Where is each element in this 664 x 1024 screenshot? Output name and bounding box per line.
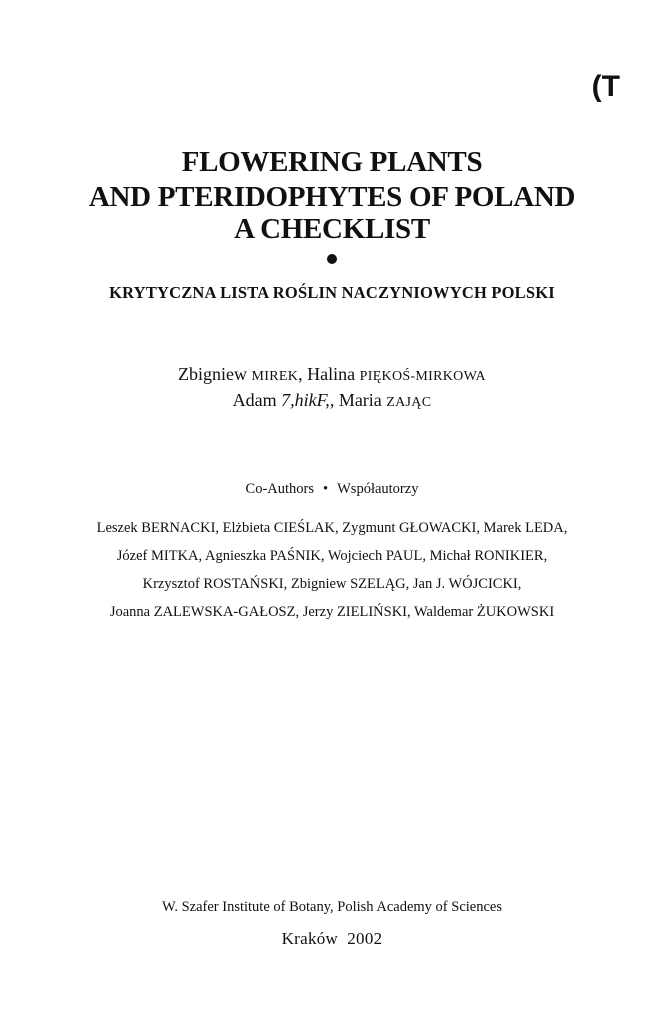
title-line-3: A CHECKLIST: [234, 213, 430, 245]
title-line-2: AND PTERIDOPHYTES OF POLAND: [88, 181, 576, 213]
author-separator: ,: [329, 390, 335, 410]
author-first-name: Halina: [307, 364, 356, 384]
author-separator: ,: [298, 364, 303, 384]
coauthors-line: Leszek BERNACKI, Elżbieta CIEŚLAK, Zygmunt GŁOWACKI, Marek LEDA,: [96, 520, 568, 536]
author-last-name: 7,hikF,: [281, 390, 330, 410]
polish-subtitle: KRYTYCZNA LISTA ROŚLIN NACZYNIOWYCH POLSKI: [109, 283, 555, 302]
coauthors-line: Joanna ZALEWSKA-GAŁOSZ, Jerzy ZIELIŃSKI, Waldemar ŻUKOWSKI: [109, 604, 555, 620]
title-separator: [0, 251, 664, 267]
author-last-name: ZAJĄC: [386, 395, 432, 410]
corner-mark: (T: [591, 70, 620, 103]
publisher-institute: W. Szafer Institute of Botany, Polish Academy of Sciences: [161, 899, 502, 915]
author-first-name: Adam: [232, 390, 277, 410]
author-first-name: Zbigniew: [178, 364, 248, 384]
coauthors-line: Józef MITKA, Agnieszka PAŚNIK, Wojciech PAUL, Michał RONIKIER,: [116, 548, 548, 564]
author-first-name: Maria: [338, 390, 382, 410]
authors-line-1: [0, 362, 664, 389]
coauthors-heading-english: Co-Authors: [245, 481, 315, 497]
coauthors-heading-polish: Współautorzy: [337, 481, 419, 497]
heading-separator: •: [323, 481, 329, 497]
title-line-1: FLOWERING PLANTS: [181, 146, 483, 178]
coauthors-heading: [0, 481, 664, 498]
coauthors-line: Krzysztof ROSTAŃSKI, Zbigniew SZELĄG, Jan J. WÓJCICKI,: [142, 576, 522, 592]
author-last-name: PIĘKOŚ-MIRKOWA: [359, 369, 486, 384]
author-last-name: MIREK: [251, 369, 299, 384]
authors-line-2: [0, 388, 664, 415]
publisher-place-year: Kraków 2002: [281, 929, 383, 948]
bullet-icon: [327, 254, 337, 264]
